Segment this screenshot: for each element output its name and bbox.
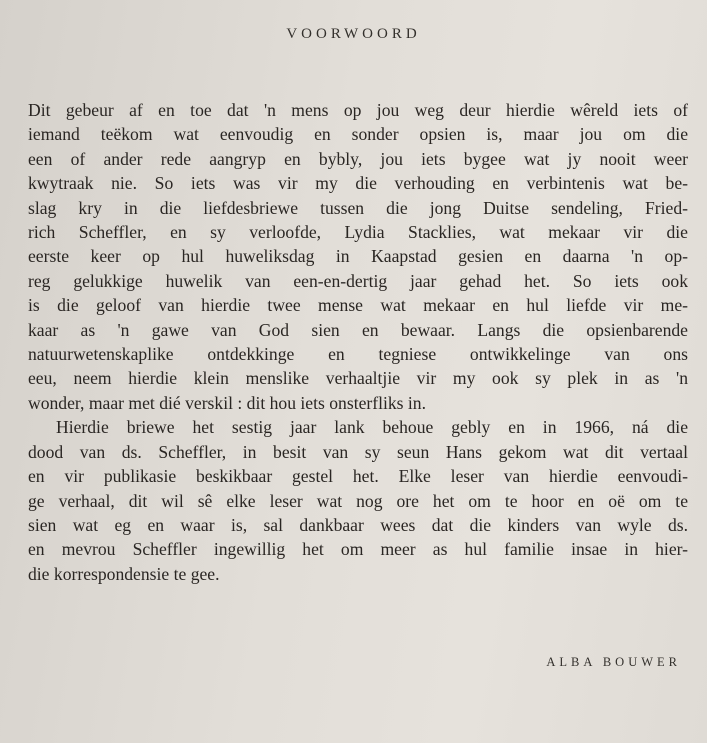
text-line: een of ander rede aangryp en bybly, jou iets bygee wat jy nooit weer <box>28 148 688 169</box>
text-line: sien wat eg en waar is, sal dankbaar wees dat die kinders van wyle ds. <box>28 514 688 535</box>
text-line: rich Scheffler, en sy verloofde, Lydia Stacklies, wat mekaar vir die <box>28 222 688 243</box>
page-title: VOORWOORD <box>286 26 421 42</box>
text-line: Hierdie briewe het sestig jaar lank behoue gebly en in 1966, ná die <box>56 417 688 438</box>
text-line: slag kry in die liefdesbriewe tussen die jong Duitse sendeling, Fried- <box>28 197 688 218</box>
text-line: ge verhaal, dit wil sê elke leser wat nog ore het om te hoor en oë om te <box>28 490 688 511</box>
paragraph-2 <box>28 415 688 586</box>
text-line: die korrespondensie te gee. <box>28 563 220 584</box>
paragraph-1 <box>28 98 688 415</box>
text-line: wonder, maar met dié verskil : dit hou iets onsterfliks in. <box>28 392 427 413</box>
text-line: natuurwetenskaplike ontdekkinge en tegniese ontwikkelinge van ons <box>28 344 688 365</box>
text-line: kaar as 'n gawe van God sien en bewaar. Langs die opsienbarende <box>28 319 688 340</box>
text-line: is die geloof van hierdie twee mense wat mekaar en hul liefde vir me- <box>28 295 688 316</box>
text-line: eeu, neem hierdie klein menslike verhaaltjie vir my ook sy plek in as 'n <box>28 368 688 389</box>
text-line: en vir publikasie beskikbaar gestel het. Elke leser van hierdie eenvoudi- <box>28 466 688 487</box>
text-line: Dit gebeur af en toe dat 'n mens op jou weg deur hierdie wêreld iets of <box>28 100 688 120</box>
text-line: dood van ds. Scheffler, in besit van sy seun Hans gekom wat dit vertaal <box>28 441 688 462</box>
text-line: reg gelukkige huwelik van een-en-dertig jaar gehad het. So iets ook <box>28 270 688 291</box>
text-line: eerste keer op hul huweliksdag in Kaapstad gesien en daarna 'n op- <box>28 246 688 267</box>
author-signature: ALBA BOUWER <box>546 655 681 669</box>
preface-body <box>28 98 688 586</box>
text-line: kwytraak nie. So iets was vir my die verhouding en verbintenis wat be- <box>28 173 688 194</box>
text-line: iemand teëkom wat eenvoudig en sonder opsien is, maar jou om die <box>28 124 688 145</box>
text-line: en mevrou Scheffler ingewillig het om meer as hul familie insae in hier- <box>28 539 688 560</box>
